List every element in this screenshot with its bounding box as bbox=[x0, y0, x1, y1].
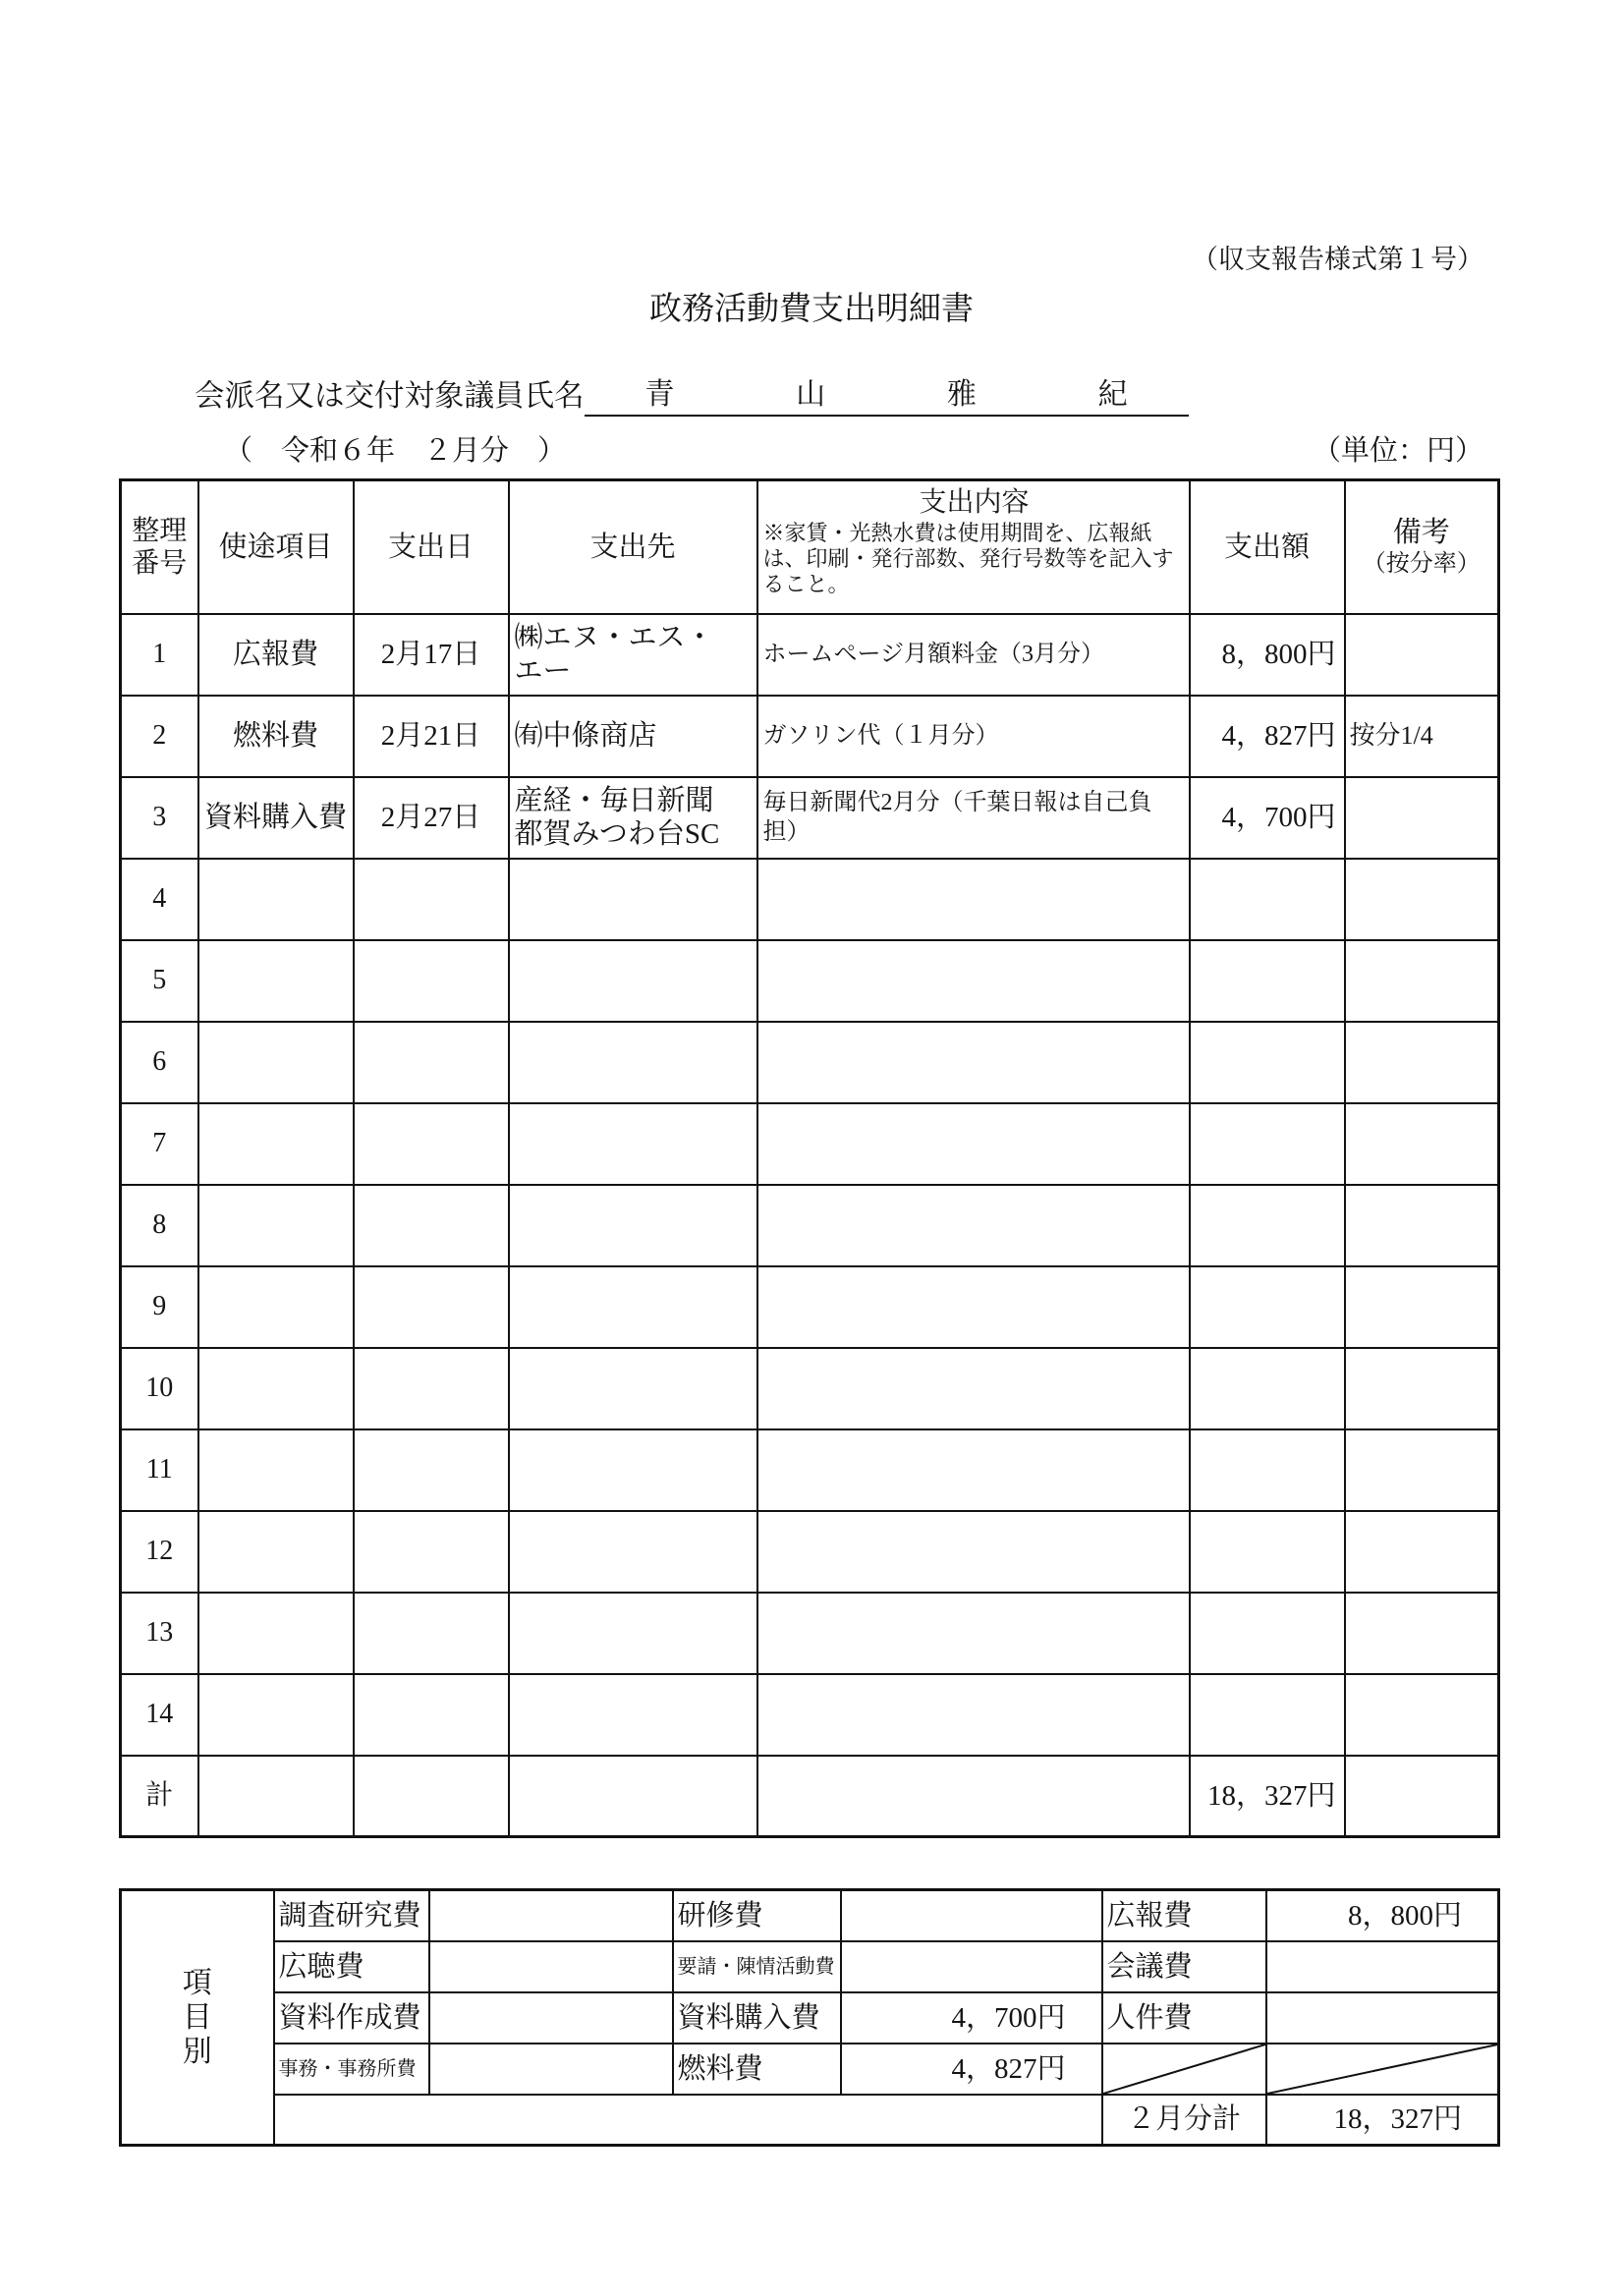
total-amount: 18，327円 bbox=[1190, 1756, 1345, 1837]
expense-amount-cell bbox=[1190, 1593, 1345, 1674]
expense-content-cell: 毎日新聞代2月分（千葉日報は自己負担） bbox=[757, 777, 1190, 859]
expense-row bbox=[121, 696, 1499, 777]
expense-content-cell bbox=[757, 1674, 1190, 1756]
summary-value-personnel bbox=[1266, 1992, 1499, 2044]
expense-content-cell bbox=[757, 1022, 1190, 1103]
expense-content-cell bbox=[757, 859, 1190, 940]
total-blank-cell bbox=[757, 1756, 1190, 1837]
summary-label-research: 調査研究費 bbox=[274, 1890, 429, 1941]
total-blank-cell bbox=[354, 1756, 509, 1837]
expense-date-cell bbox=[354, 1266, 509, 1348]
summary-value-research bbox=[429, 1890, 673, 1941]
row-number-cell: 2 bbox=[121, 696, 198, 777]
row-number-cell: 3 bbox=[121, 777, 198, 859]
summary-side-label-char: 項 bbox=[182, 1967, 212, 1999]
expense-content-cell bbox=[757, 1185, 1190, 1266]
header-expense-date: 支出日 bbox=[354, 480, 509, 614]
total-label: 計 bbox=[121, 1756, 198, 1837]
row-number-cell: 14 bbox=[121, 1674, 198, 1756]
expense-ledger-table bbox=[119, 478, 1500, 1838]
total-remarks-cell bbox=[1345, 1756, 1499, 1837]
member-label: 会派名又は交付対象議員氏名 bbox=[195, 379, 585, 413]
member-name-char: 雅 bbox=[946, 378, 977, 411]
header-payee: 支出先 bbox=[509, 480, 757, 614]
member-line bbox=[195, 375, 1189, 417]
usage-category-cell bbox=[198, 940, 354, 1022]
payee-cell bbox=[509, 1511, 757, 1593]
month-total-amount: 18，327円 bbox=[1266, 2095, 1499, 2146]
remarks-cell: 按分1/4 bbox=[1345, 696, 1499, 777]
summary-struck-cell bbox=[1266, 2044, 1499, 2095]
expense-date-cell bbox=[354, 1022, 509, 1103]
payee-cell: ㈲中條商店 bbox=[509, 696, 757, 777]
expense-row bbox=[121, 859, 1499, 940]
expense-amount-cell bbox=[1190, 1022, 1345, 1103]
expense-row bbox=[121, 1674, 1499, 1756]
summary-row bbox=[121, 1941, 1499, 1992]
row-number-cell: 5 bbox=[121, 940, 198, 1022]
remarks-cell bbox=[1345, 1429, 1499, 1511]
expense-content-cell bbox=[757, 1348, 1190, 1429]
remarks-cell bbox=[1345, 1511, 1499, 1593]
payee-cell bbox=[509, 1674, 757, 1756]
expense-row bbox=[121, 614, 1499, 696]
expense-amount-cell bbox=[1190, 1348, 1345, 1429]
remarks-cell bbox=[1345, 1266, 1499, 1348]
expense-amount-cell bbox=[1190, 1429, 1345, 1511]
expense-row bbox=[121, 1511, 1499, 1593]
member-name-char: 山 bbox=[796, 378, 826, 411]
expense-date-cell: 2月21日 bbox=[354, 696, 509, 777]
usage-category-cell bbox=[198, 1022, 354, 1103]
remarks-cell bbox=[1345, 614, 1499, 696]
header-serial-number bbox=[121, 480, 198, 614]
row-number-cell: 1 bbox=[121, 614, 198, 696]
payee-cell bbox=[509, 1348, 757, 1429]
payee-cell bbox=[509, 1185, 757, 1266]
expense-date-cell bbox=[354, 1348, 509, 1429]
expense-date-cell bbox=[354, 1429, 509, 1511]
header-remarks-apportion: （按分率） bbox=[1362, 550, 1481, 577]
expense-row bbox=[121, 1266, 1499, 1348]
usage-category-cell bbox=[198, 1511, 354, 1593]
expense-row bbox=[121, 1022, 1499, 1103]
summary-value-training bbox=[841, 1890, 1102, 1941]
summary-row bbox=[121, 1890, 1499, 1941]
payee-cell bbox=[509, 940, 757, 1022]
ledger-header-row bbox=[121, 480, 1499, 614]
summary-struck-cell bbox=[1102, 2044, 1266, 2095]
payee-cell bbox=[509, 1593, 757, 1674]
summary-value-materials-creation bbox=[429, 1992, 673, 2044]
expense-content-cell bbox=[757, 1103, 1190, 1185]
payee-cell bbox=[509, 1266, 757, 1348]
expense-content-cell bbox=[757, 1511, 1190, 1593]
remarks-cell bbox=[1345, 1022, 1499, 1103]
summary-side-label-char: 別 bbox=[182, 2036, 212, 2068]
summary-label-office: 事務・事務所費 bbox=[274, 2044, 429, 2095]
header-serial-number-line: 整理 bbox=[132, 515, 188, 546]
header-remarks bbox=[1345, 480, 1499, 614]
remarks-cell bbox=[1345, 777, 1499, 859]
summary-total-row bbox=[121, 2095, 1499, 2146]
expense-amount-cell bbox=[1190, 1511, 1345, 1593]
row-number-cell: 8 bbox=[121, 1185, 198, 1266]
remarks-cell bbox=[1345, 1348, 1499, 1429]
expense-row bbox=[121, 1103, 1499, 1185]
row-number-cell: 6 bbox=[121, 1022, 198, 1103]
row-number-cell: 11 bbox=[121, 1429, 198, 1511]
payee-cell bbox=[509, 1022, 757, 1103]
expense-amount-cell bbox=[1190, 1185, 1345, 1266]
row-number-cell: 9 bbox=[121, 1266, 198, 1348]
usage-category-cell: 燃料費 bbox=[198, 696, 354, 777]
total-blank-cell bbox=[509, 1756, 757, 1837]
summary-value-hearing bbox=[429, 1941, 673, 1992]
remarks-cell bbox=[1345, 1103, 1499, 1185]
expense-row bbox=[121, 940, 1499, 1022]
summary-value-materials-purchase: 4，700円 bbox=[841, 1992, 1102, 2044]
expense-content-cell bbox=[757, 1429, 1190, 1511]
form-number: （収支報告様式第１号） bbox=[1192, 245, 1483, 274]
remarks-cell bbox=[1345, 859, 1499, 940]
usage-category-cell bbox=[198, 1266, 354, 1348]
summary-label-publicity: 広報費 bbox=[1102, 1890, 1266, 1941]
diagonal-strike-line bbox=[1267, 2044, 1498, 2094]
diagonal-strike-line bbox=[1103, 2044, 1265, 2094]
row-number-cell: 12 bbox=[121, 1511, 198, 1593]
expense-date-cell bbox=[354, 1674, 509, 1756]
usage-category-cell bbox=[198, 859, 354, 940]
summary-label-fuel: 燃料費 bbox=[673, 2044, 841, 2095]
usage-category-cell bbox=[198, 1429, 354, 1511]
expense-amount-cell: 4，700円 bbox=[1190, 777, 1345, 859]
summary-row bbox=[121, 1992, 1499, 2044]
member-name-char: 紀 bbox=[1097, 378, 1128, 411]
payee-cell bbox=[509, 1429, 757, 1511]
summary-label-meeting: 会議費 bbox=[1102, 1941, 1266, 1992]
member-name bbox=[585, 375, 1189, 417]
remarks-cell bbox=[1345, 1593, 1499, 1674]
expense-date-cell bbox=[354, 940, 509, 1022]
usage-category-cell bbox=[198, 1348, 354, 1429]
usage-category-cell bbox=[198, 1674, 354, 1756]
expense-amount-cell bbox=[1190, 940, 1345, 1022]
expense-amount-cell bbox=[1190, 1674, 1345, 1756]
row-number-cell: 13 bbox=[121, 1593, 198, 1674]
remarks-cell bbox=[1345, 1185, 1499, 1266]
expense-row bbox=[121, 777, 1499, 859]
expense-date-cell bbox=[354, 859, 509, 940]
summary-side-label bbox=[121, 1890, 274, 2146]
expense-date-cell bbox=[354, 1185, 509, 1266]
header-expense-content-title: 支出内容 bbox=[919, 487, 1030, 518]
usage-category-cell: 資料購入費 bbox=[198, 777, 354, 859]
category-summary-table bbox=[119, 1888, 1500, 2147]
expense-row bbox=[121, 1185, 1499, 1266]
ledger-body bbox=[121, 614, 1499, 1756]
row-number-cell: 10 bbox=[121, 1348, 198, 1429]
payee-cell: 産経・毎日新聞都賀みつわ台SC bbox=[509, 777, 757, 859]
summary-value-office bbox=[429, 2044, 673, 2095]
header-usage-category: 使途項目 bbox=[198, 480, 354, 614]
summary-label-hearing: 広聴費 bbox=[274, 1941, 429, 1992]
summary-blank-merged-cell bbox=[274, 2095, 1102, 2146]
summary-label-materials-purchase: 資料購入費 bbox=[673, 1992, 841, 2044]
expense-date-cell bbox=[354, 1511, 509, 1593]
payee-cell bbox=[509, 859, 757, 940]
remarks-cell bbox=[1345, 1674, 1499, 1756]
usage-category-cell bbox=[198, 1593, 354, 1674]
expense-amount-cell: 4，827円 bbox=[1190, 696, 1345, 777]
summary-value-fuel: 4，827円 bbox=[841, 2044, 1102, 2095]
summary-row bbox=[121, 2044, 1499, 2095]
summary-value-publicity: 8，800円 bbox=[1266, 1890, 1499, 1941]
expense-amount-cell: 8，800円 bbox=[1190, 614, 1345, 696]
expense-content-cell: ガソリン代（１月分） bbox=[757, 696, 1190, 777]
expense-row bbox=[121, 1593, 1499, 1674]
summary-value-petition bbox=[841, 1941, 1102, 1992]
summary-label-training: 研修費 bbox=[673, 1890, 841, 1941]
summary-side-label-char: 目 bbox=[182, 2001, 212, 2034]
payee-cell: ㈱エヌ・エス・エー bbox=[509, 614, 757, 696]
summary-label-personnel: 人件費 bbox=[1102, 1992, 1266, 2044]
currency-unit: （単位：円） bbox=[1312, 435, 1483, 467]
expense-content-cell: ホームページ月額料金（3月分） bbox=[757, 614, 1190, 696]
payee-cell bbox=[509, 1103, 757, 1185]
usage-category-cell bbox=[198, 1103, 354, 1185]
header-serial-number-line: 番号 bbox=[132, 547, 188, 579]
summary-label-petition: 要請・陳情活動費 bbox=[673, 1941, 841, 1992]
expense-row bbox=[121, 1429, 1499, 1511]
expense-content-cell bbox=[757, 1593, 1190, 1674]
member-name-char: 青 bbox=[644, 378, 675, 411]
header-expense-content-note: ※家賃・光熱水費は使用期間を、広報紙は、印刷・発行部数、発行号数等を記入すること。 bbox=[762, 521, 1174, 596]
usage-category-cell: 広報費 bbox=[198, 614, 354, 696]
total-blank-cell bbox=[198, 1756, 354, 1837]
expense-row bbox=[121, 1348, 1499, 1429]
header-expense-content bbox=[757, 480, 1190, 614]
expense-amount-cell bbox=[1190, 1103, 1345, 1185]
report-period: （ 令和６年 ２月分 ） bbox=[224, 435, 567, 467]
expense-date-cell: 2月27日 bbox=[354, 777, 509, 859]
month-total-label: ２月分計 bbox=[1102, 2095, 1266, 2146]
row-number-cell: 7 bbox=[121, 1103, 198, 1185]
row-number-cell: 4 bbox=[121, 859, 198, 940]
ledger-total-row bbox=[121, 1756, 1499, 1837]
document-title: 政務活動費支出明細書 bbox=[649, 292, 974, 327]
expense-amount-cell bbox=[1190, 1266, 1345, 1348]
header-remarks-title: 備考 bbox=[1392, 516, 1450, 548]
header-expense-amount: 支出額 bbox=[1190, 480, 1345, 614]
expense-date-cell bbox=[354, 1593, 509, 1674]
expense-date-cell: 2月17日 bbox=[354, 614, 509, 696]
remarks-cell bbox=[1345, 940, 1499, 1022]
expense-content-cell bbox=[757, 940, 1190, 1022]
summary-label-materials-creation: 資料作成費 bbox=[274, 1992, 429, 2044]
usage-category-cell bbox=[198, 1185, 354, 1266]
summary-value-meeting bbox=[1266, 1941, 1499, 1992]
expense-content-cell bbox=[757, 1266, 1190, 1348]
expense-amount-cell bbox=[1190, 859, 1345, 940]
expense-date-cell bbox=[354, 1103, 509, 1185]
